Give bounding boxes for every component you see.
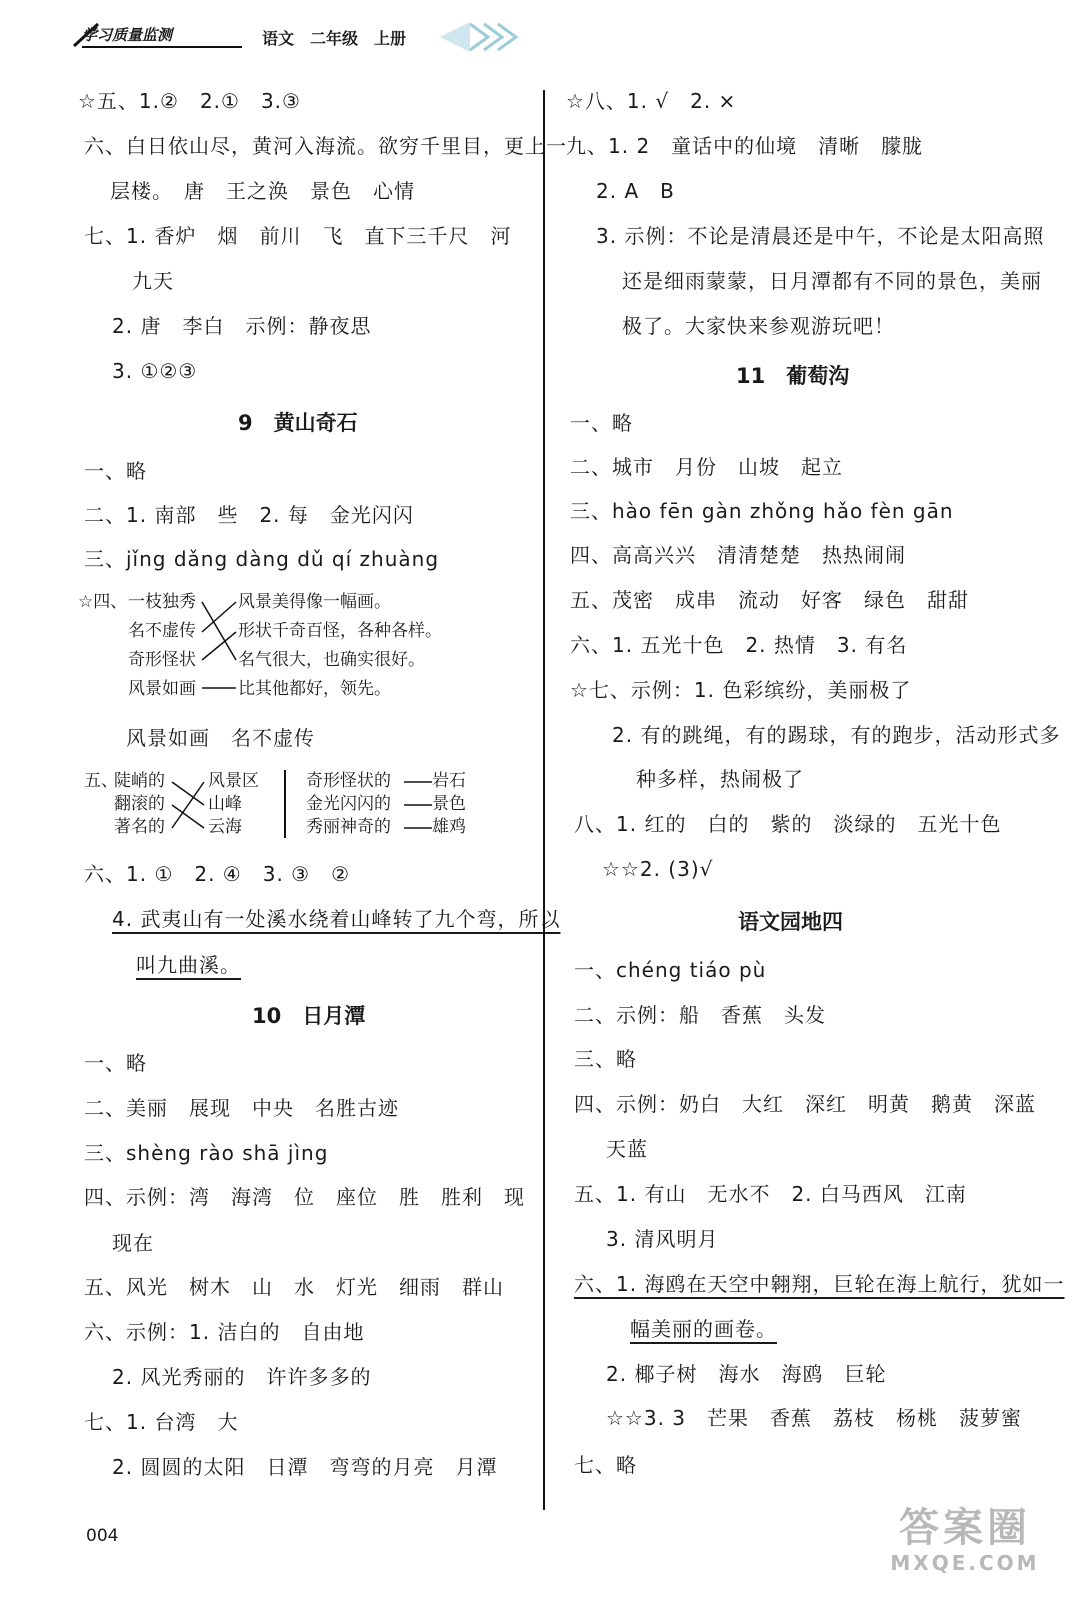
match-right-item: 云海 [208, 817, 242, 837]
watermark-top-text: 答案圈 [899, 1505, 1031, 1551]
matching-exercise [84, 770, 524, 842]
answer-line: 四、示例：奶白 大红 深红 明黄 鹅黄 深蓝 [574, 1092, 1036, 1116]
answer-line: 2. 有的跳绳，有的踢球，有的跑步，活动形式多 [612, 723, 1061, 747]
answer-line: 二、城市 月份 山坡 起立 [570, 455, 843, 479]
watermark-logo [880, 1505, 1050, 1585]
answer-line: 2. A B [596, 179, 675, 203]
match-right-item: 比其他都好，领先。 [238, 679, 391, 699]
answer-line: 天蓝 [606, 1137, 648, 1161]
answer-line: 2. 椰子树 海水 海鸥 巨轮 [606, 1362, 887, 1386]
answer-line: ☆☆3. 3 芒果 香蕉 荔枝 杨桃 菠萝蜜 [606, 1406, 1023, 1430]
answer-line: 七、略 [574, 1453, 637, 1477]
answer-line: 一、略 [570, 411, 633, 435]
page-number: 004 [86, 1526, 119, 1546]
answer-line: 六、1. 五光十色 2. 热情 3. 有名 [570, 633, 908, 657]
answer-line: 五、茂密 成串 流动 好客 绿色 甜甜 [570, 588, 969, 612]
answer-line: 3. 清风明月 [606, 1227, 719, 1251]
header-series-title: 学习质量监测 [82, 24, 242, 48]
match-left-item: 秀丽神奇的 [306, 817, 391, 837]
match-lines [200, 588, 240, 704]
match-left-item: 著名的 [114, 817, 165, 837]
answer-line: 3. 示例：不论是清晨还是中午，不论是太阳高照 [596, 224, 1045, 248]
answer-line: 七、1. 香炉 烟 前川 飞 直下三千尺 河 [84, 224, 512, 248]
match-left-item: 名不虚传 [128, 621, 196, 641]
answer-line: 九天 [132, 269, 174, 293]
answer-line-underlined: 4. 武夷山有一处溪水绕着山峰转了九个弯，所以 [112, 907, 561, 931]
match-left-item: 一枝独秀 [128, 592, 196, 612]
answer-line: 3. ①②③ [112, 359, 198, 383]
section-title: 9 黄山奇石 [238, 411, 358, 435]
match-right-item: 形状千奇百怪，各种各样。 [238, 621, 442, 641]
answer-line: 六、1. ① 2. ④ 3. ③ ② [84, 862, 351, 886]
answer-line-underlined: 叫九曲溪。 [136, 953, 241, 977]
match-left-item: 风景如画 [128, 679, 196, 699]
answer-line: 九、1. 2 童话中的仙境 清晰 朦胧 [566, 134, 924, 158]
answer-line: 六、示例：1. 洁白的 自由地 [84, 1320, 365, 1344]
answer-line: 还是细雨蒙蒙，日月潭都有不同的景色，美丽 [622, 269, 1042, 293]
header-arrows-icon [440, 20, 520, 54]
answer-line: 二、1. 南部 些 2. 每 金光闪闪 [84, 503, 414, 527]
exercise-separator [284, 770, 286, 838]
answer-line: 二、美丽 展现 中央 名胜古迹 [84, 1096, 399, 1120]
answer-line: 2. 风光秀丽的 许许多多的 [112, 1365, 372, 1389]
match-right-item: 山峰 [208, 794, 242, 814]
answer-line: 三、略 [574, 1047, 637, 1071]
answer-line: 三、shèng rào shā jìng [84, 1141, 329, 1165]
answer-line: 层楼。 唐 王之涣 景色 心情 [110, 179, 415, 203]
answer-line: ☆☆2. (3)√ [602, 857, 714, 881]
answer-line: 三、hào fēn gàn zhǒng hǎo fèn gān [570, 499, 954, 523]
answer-line: 四、示例：湾 海湾 位 座位 胜 胜利 现 [84, 1185, 525, 1209]
answer-line: 七、1. 台湾 大 [84, 1410, 239, 1434]
match-right-item: 风景美得像一幅画。 [238, 592, 391, 612]
match-left-item: 奇形怪状的 [306, 771, 391, 791]
match-right-item: 雄鸡 [432, 817, 466, 837]
answer-line-underlined: 幅美丽的画卷。 [630, 1317, 777, 1341]
answer-line: ☆七、示例：1. 色彩缤纷，美丽极了 [570, 678, 912, 702]
answer-line: ☆八、1. √ 2. × [566, 89, 737, 113]
answer-line: 八、1. 红的 白的 紫的 淡绿的 五光十色 [574, 812, 1002, 836]
answer-line: 一、略 [84, 459, 147, 483]
answer-line: 极了。大家快来参观游玩吧！ [622, 314, 895, 338]
match-left-item: 金光闪闪的 [306, 794, 391, 814]
match-lines [402, 770, 434, 840]
answer-line: 种多样，热闹极了 [636, 767, 804, 791]
section-title: 11 葡萄沟 [736, 364, 850, 388]
answer-line: 四、高高兴兴 清清楚楚 热热闹闹 [570, 543, 906, 567]
answer-line: 风景如画 名不虚传 [126, 726, 315, 750]
answer-line: ☆五、1.② 2.① 3.③ [78, 89, 301, 113]
answer-line: 2. 圆圆的太阳 日潭 弯弯的月亮 月潭 [112, 1455, 498, 1479]
answer-line: 2. 唐 李白 示例：静夜思 [112, 314, 372, 338]
exercise-prefix: ☆四、 [78, 592, 128, 612]
answer-line: 一、略 [84, 1051, 147, 1075]
column-divider [543, 90, 545, 1510]
match-right-item: 景色 [432, 794, 466, 814]
match-right-item: 风景区 [208, 771, 259, 791]
header-subject: 语文 二年级 上册 [262, 29, 407, 48]
section-title: 语文园地四 [738, 910, 843, 934]
match-left-item: 奇形怪状 [128, 650, 196, 670]
match-lines [170, 770, 208, 840]
match-right-item: 名气很大，也确实很好。 [238, 650, 425, 670]
match-left-item: 陡峭的 [114, 771, 165, 791]
match-left-item: 翻滚的 [114, 794, 165, 814]
answer-line-underlined: 六、1. 海鸥在天空中翱翔，巨轮在海上航行，犹如一 [574, 1272, 1065, 1296]
answer-line: 五、1. 有山 无水不 2. 白马西风 江南 [574, 1182, 967, 1206]
exercise-prefix: 五、 [84, 771, 118, 791]
answer-line: 现在 [112, 1231, 154, 1255]
answer-line: 一、chéng tiáo pù [574, 958, 767, 982]
matching-exercise [78, 588, 518, 708]
answer-line: 六、白日依山尽，黄河入海流。欲穷千里目，更上一 [84, 134, 567, 158]
answer-line: 二、示例：船 香蕉 头发 [574, 1003, 826, 1027]
match-right-item: 岩石 [432, 771, 466, 791]
watermark-bottom-text: MXQE.COM [890, 1551, 1040, 1575]
answer-line: 五、风光 树木 山 水 灯光 细雨 群山 [84, 1275, 504, 1299]
section-title: 10 日月潭 [252, 1004, 366, 1028]
answer-line: 三、jǐng dǎng dàng dǔ qí zhuàng [84, 547, 440, 571]
